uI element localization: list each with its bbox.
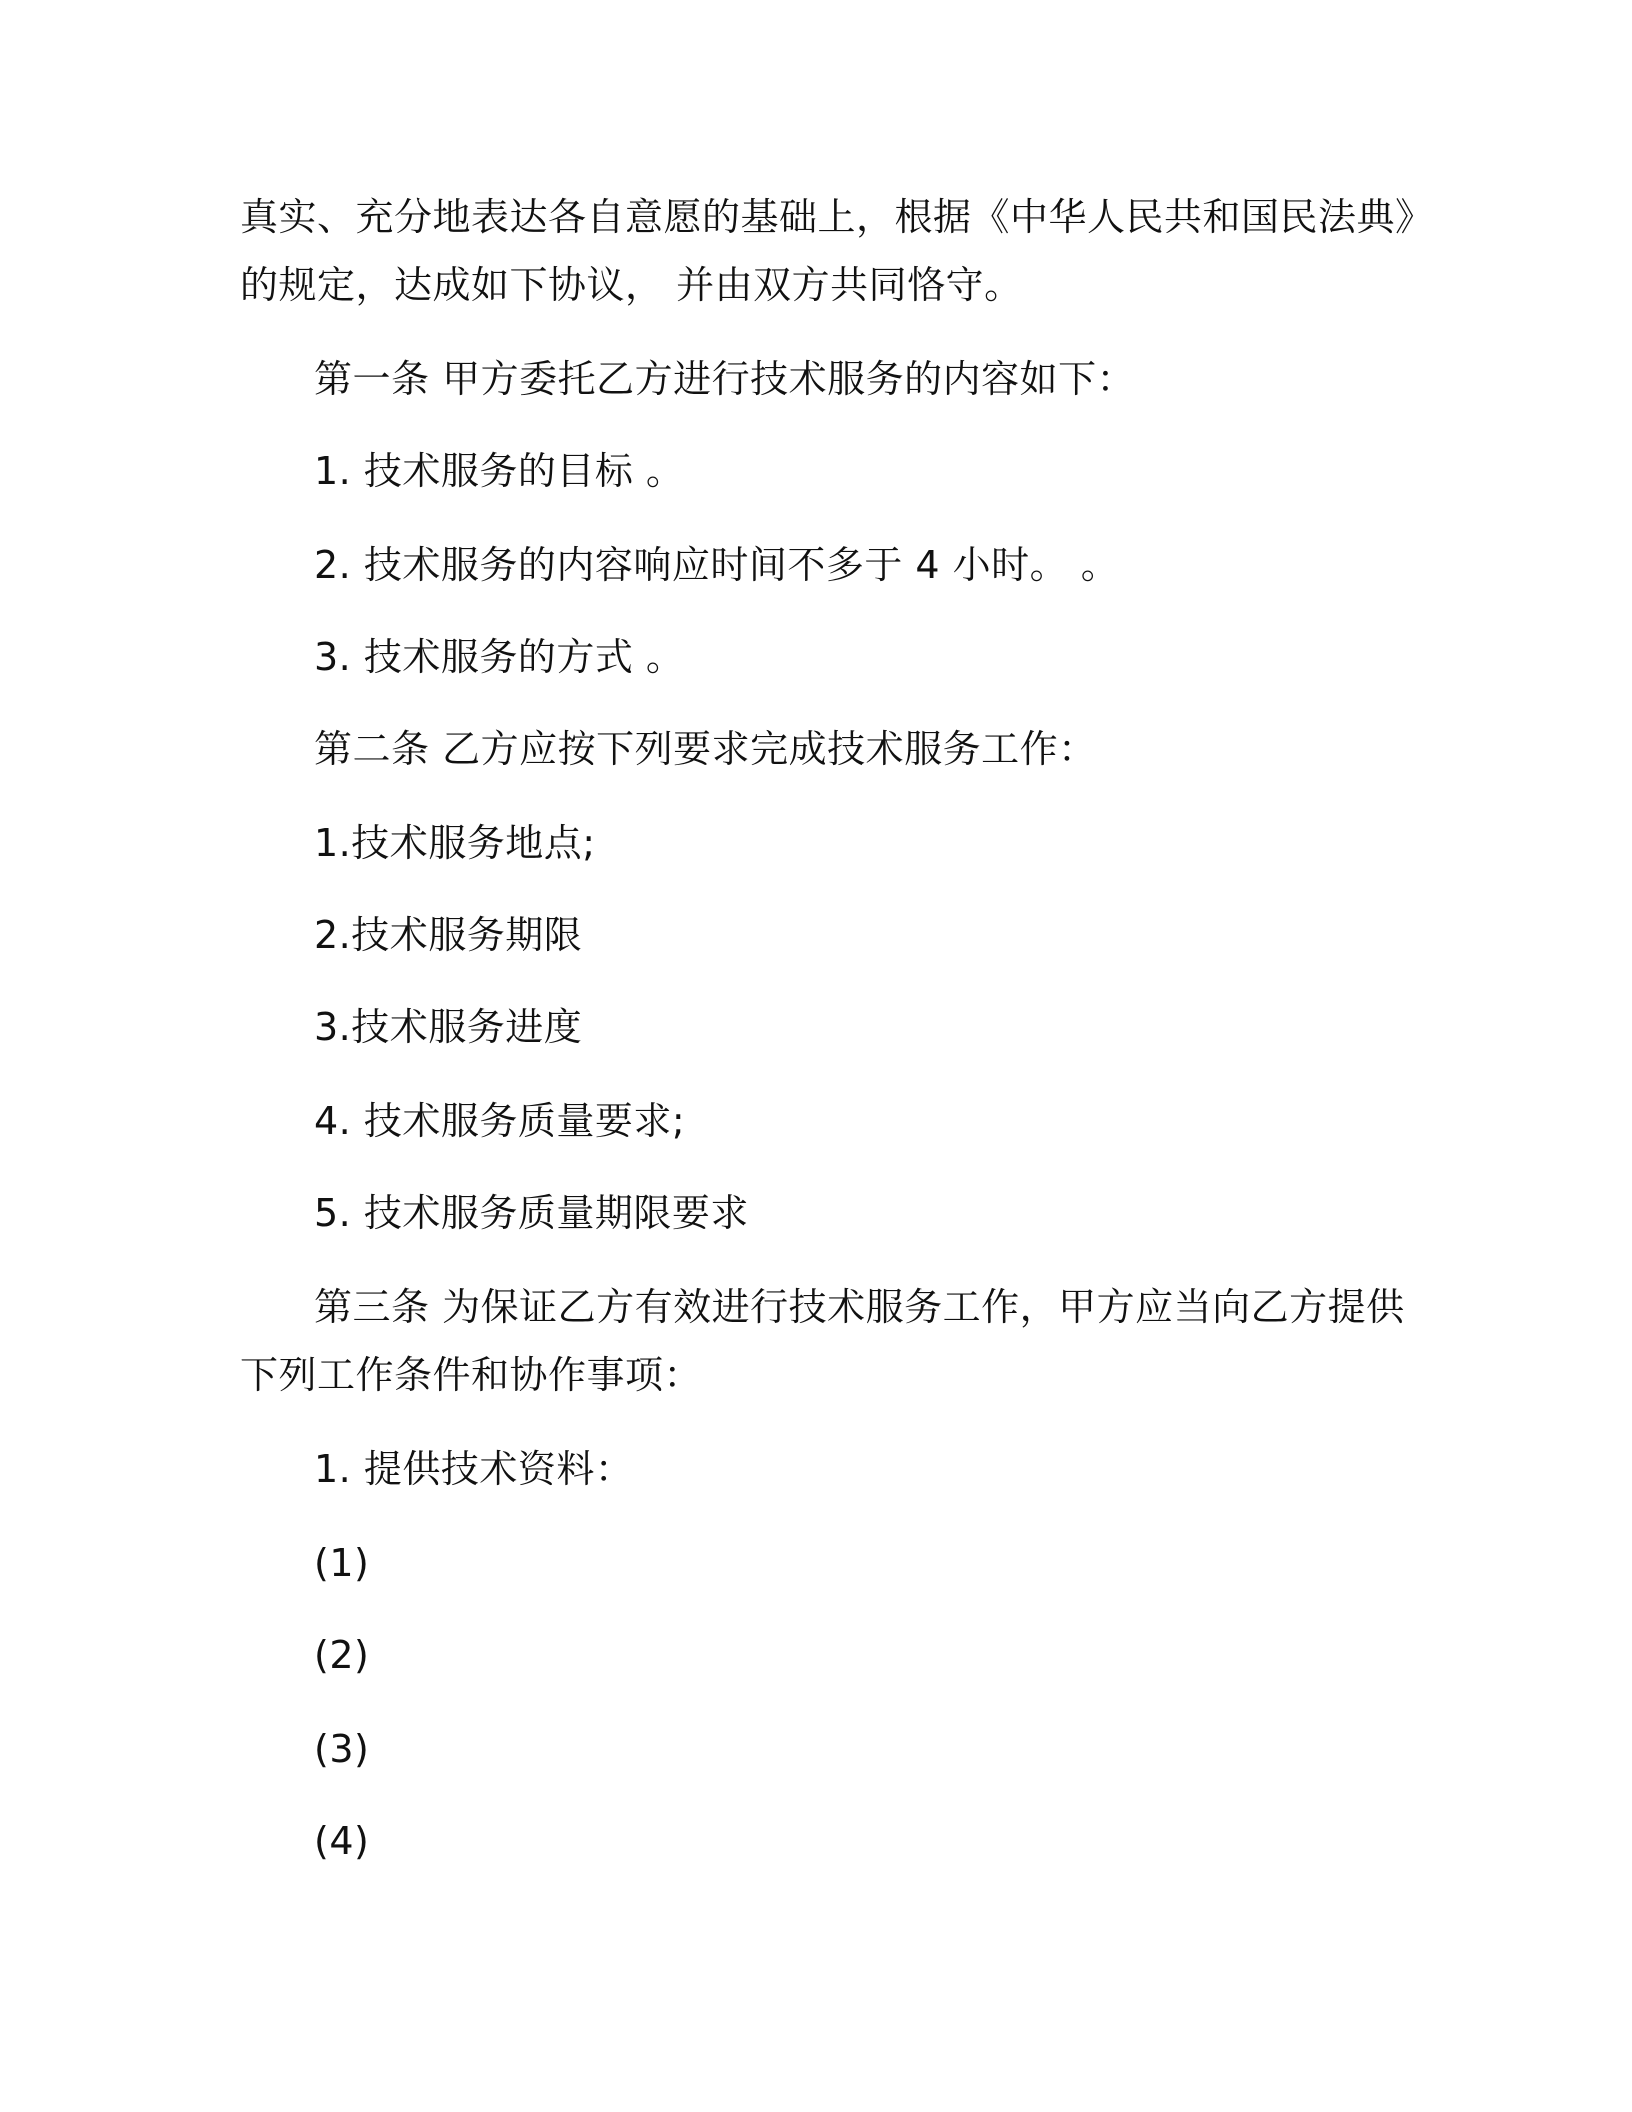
article-3-heading-line-2: 下列工作条件和协作事项： (240, 1353, 703, 1397)
sub-item-4: (4) (314, 1819, 370, 1863)
article-2-item-3: 3.技术服务进度 (314, 1005, 583, 1049)
article-1-item-1: 1. 技术服务的目标 。 (314, 449, 685, 493)
article-2-item-1: 1.技术服务地点; (314, 821, 596, 865)
article-1-item-2: 2. 技术服务的内容响应时间不多于 4 小时。 。 (314, 543, 1120, 587)
article-2-item-5: 5. 技术服务质量期限要求 (314, 1191, 749, 1235)
sub-item-1: (1) (314, 1541, 370, 1585)
article-3-item-1: 1. 提供技术资料： (314, 1447, 634, 1491)
article-2-item-2: 2.技术服务期限 (314, 913, 583, 957)
paragraph-intro-line-2: 的规定，达成如下协议， 并由双方共同恪守。 (240, 263, 1023, 307)
paragraph-intro-line-1: 真实、充分地表达各自意愿的基础上，根据《中华人民共和国民法典》 (240, 195, 1434, 239)
article-1-item-3: 3. 技术服务的方式 。 (314, 635, 685, 679)
sub-item-2: (2) (314, 1633, 370, 1677)
article-3-heading-line-1: 第三条 为保证乙方有效进行技术服务工作，甲方应当向乙方提供 (314, 1285, 1405, 1329)
article-2-heading: 第二条 乙方应按下列要求完成技术服务工作： (314, 727, 1097, 771)
sub-item-3: (3) (314, 1727, 370, 1771)
article-2-item-4: 4. 技术服务质量要求; (314, 1099, 686, 1143)
article-1-heading: 第一条 甲方委托乙方进行技术服务的内容如下： (314, 357, 1136, 401)
